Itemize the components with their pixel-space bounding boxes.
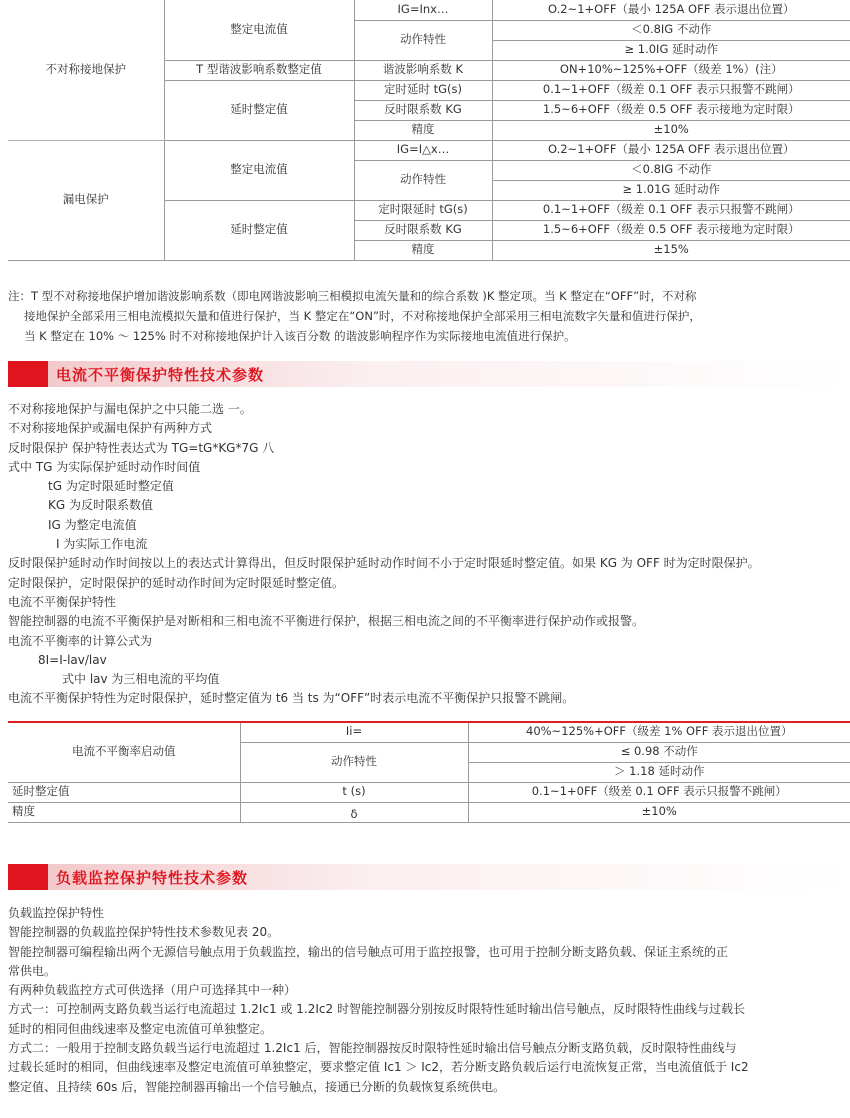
harmonic-setting-label: T 型谐波影响系数整定值 xyxy=(164,60,354,80)
char-value-1: ＜0.8IG 不动作 xyxy=(492,160,850,180)
precision-label: 精度 xyxy=(354,120,492,140)
protection-params-table xyxy=(8,0,850,261)
note-line: 接地保护全部采用三相电流模拟矢量和值进行保护，当 K 整定在“ON”时，不对称接地保护全部采用三相电流数字矢量和值进行保护， xyxy=(24,309,701,323)
setting-current-label: 整定电流值 xyxy=(164,140,354,200)
body-line: IG 为整定电流值 xyxy=(48,517,137,532)
body-line: 智能控制器的电流不平衡保护是对断相和三相电流不平衡进行保护，根据三相电流之间的不平衡率进行保护动作或报警。 xyxy=(8,614,645,629)
definite-delay-label: 定时延时 tG(s) xyxy=(354,80,492,100)
body-line: 过载长延时的相同，但曲线速率及整定电流值可单独整定，要求整定值 Ic1 ＞ Ic2，若分断支路负载后运行电流恢复正常，当电流值低于 Ic2 xyxy=(8,1060,749,1075)
section2-body xyxy=(8,904,850,1097)
precision-value: ±10% xyxy=(468,802,850,822)
delay-setting-label: 延时整定值 xyxy=(164,80,354,140)
leakage-protection-label: 漏电保护 xyxy=(8,140,164,260)
table-note xyxy=(8,286,850,346)
start-value-label: 电流不平衡率启动值 xyxy=(8,722,240,782)
note-line: 当 K 整定在 10% ～ 125% 时不对称接地保护计入该百分数 的谐波影响程序作为实际接地电流值进行保护。 xyxy=(24,329,576,343)
ig-value: O.2~1+OFF（最小 125A OFF 表示退出位置） xyxy=(492,0,850,20)
delay-setting-label: 延时整定值 xyxy=(8,782,240,802)
action-char-label: 动作特性 xyxy=(354,20,492,60)
body-line: 式中 lav 为三相电流的平均值 xyxy=(62,672,220,687)
harmonic-coef-value: ON+10%~125%+OFF（级差 1%）(注） xyxy=(492,60,850,80)
definite-delay-value: 0.1~1+OFF（级差 0.1 OFF 表示只报警不跳闸） xyxy=(492,200,850,220)
body-line: 常供电。 xyxy=(8,963,57,978)
precision-value: ±15% xyxy=(492,240,850,260)
body-line: 负载监控保护特性 xyxy=(8,906,105,920)
char-value-1: ＜0.8IG 不动作 xyxy=(492,20,850,40)
definite-delay-label: 定时限延时 tG(s) xyxy=(354,200,492,220)
body-line: 延时的相同但曲线速率及整定电流值可单独整定。 xyxy=(8,1021,273,1036)
ii-value: 40%~125%+OFF（级差 1% OFF 表示退出位置） xyxy=(468,722,850,742)
section-title: 电流不平衡保护特性技术参数 xyxy=(56,366,265,384)
body-line: 方式二：一般用于控制支路负载当运行电流超过 1.2Ic1 后，智能控制器按反时限特性延时输出信号触点分断支路负载，反时限特性曲线与 xyxy=(8,1041,737,1056)
precision-label: 精度 xyxy=(8,802,240,822)
action-char-label: 动作特性 xyxy=(240,742,468,782)
body-line: 反时限保护延时动作时间按以上的表达式计算得出，但反时限保护延时动作时间不小于定时限延时整定值。如果 KG 为 OFF 时为定时限保护。 xyxy=(8,556,760,571)
body-line: 电流不平衡保护特性 xyxy=(8,594,117,609)
body-line: I 为实际工作电流 xyxy=(56,537,148,552)
inverse-coef-value: 1.5~6+OFF（级差 0.5 OFF 表示接地为定时限） xyxy=(492,100,850,120)
definite-delay-value: 0.1~1+OFF（级差 0.1 OFF 表示只报警不跳闸） xyxy=(492,80,850,100)
precision-symbol: δ xyxy=(240,802,468,822)
body-line: 电流不平衡率的计算公式为 xyxy=(8,633,153,648)
note-line: 注：T 型不对称接地保护增加谐波影响系数（即电网谐波影响三相模拟电流矢量和的综合系数 )K 整定项。当 K 整定在“OFF”时，不对称 xyxy=(8,289,697,303)
formula-line: 8I=I-lav/lav xyxy=(38,652,107,667)
body-line: 有两种负载监控方式可供选择（用户可选择其中一种） xyxy=(8,983,297,998)
char-value-2: ＞ 1.18 延时动作 xyxy=(468,762,850,782)
precision-value: ±10% xyxy=(492,120,850,140)
body-line: 电流不平衡保护特性为定时限保护，延时整定值为 t6 当 ts 为“OFF”时表示电流不平衡保护只报警不跳闸。 xyxy=(8,691,575,706)
setting-current-label: 整定电流值 xyxy=(164,0,354,60)
t-label: t (s) xyxy=(240,782,468,802)
action-char-label: 动作特性 xyxy=(354,160,492,200)
delay-setting-label: 延时整定值 xyxy=(164,200,354,260)
ii-label: Ii= xyxy=(240,722,468,742)
body-line: 方式一：可控制两支路负载当运行电流超过 1.2Ic1 或 1.2Ic2 时智能控制器分别按反时限特性延时输出信号触点，反时限特性曲线与过载长 xyxy=(8,1002,745,1017)
inverse-coef-label: 反时限系数 KG xyxy=(354,220,492,240)
inverse-coef-label: 反时限系数 KG xyxy=(354,100,492,120)
heading-accent-bar xyxy=(8,864,48,890)
body-line: tG 为定时限延时整定值 xyxy=(48,479,174,494)
precision-label: 精度 xyxy=(354,240,492,260)
ground-protection-label: 不对称接地保护 xyxy=(8,0,164,140)
body-line: 智能控制器可编程输出两个无源信号触点用于负载监控，输出的信号触点可用于监控报警，也可用于控制分断支路负载、保证主系统的正 xyxy=(8,944,729,959)
char-value-1: ≤ 0.98 不动作 xyxy=(468,742,850,762)
body-line: 整定值、且持续 60s 后，智能控制器再输出一个信号触点，接通已分断的负载恢复系统供电。 xyxy=(8,1079,506,1094)
section1-body xyxy=(8,400,850,709)
inverse-coef-value: 1.5~6+OFF（级差 0.5 OFF 表示接地为定时限） xyxy=(492,220,850,240)
body-line: 智能控制器的负载监控保护特性技术参数见表 20。 xyxy=(8,925,280,940)
heading-accent-bar xyxy=(8,361,48,387)
char-value-2: ≥ 1.01G 延时动作 xyxy=(492,180,850,200)
section-heading-current-imbalance xyxy=(8,361,850,387)
ig-label: IG=I△x… xyxy=(354,140,492,160)
t-value: 0.1~1+0FF（级差 0.1 OFF 表示只报警不跳闸） xyxy=(468,782,850,802)
section-heading-load-monitoring xyxy=(8,864,850,890)
body-line: 式中 TG 为实际保护延时动作时间值 xyxy=(8,459,201,474)
imbalance-params-table xyxy=(8,721,850,823)
char-value-2: ≥ 1.0IG 延时动作 xyxy=(492,40,850,60)
body-line: 反时限保护 保护特性表达式为 TG=tG*KG*7G 八 xyxy=(8,440,275,455)
ig-label: IG=Inx… xyxy=(354,0,492,20)
body-line: 不对称接地保护或漏电保护有两种方式 xyxy=(8,421,213,436)
body-line: KG 为反时限系数值 xyxy=(48,498,153,513)
section-title: 负载监控保护特性技术参数 xyxy=(56,869,249,887)
body-line: 不对称接地保护与漏电保护之中只能二选 一。 xyxy=(8,402,252,416)
harmonic-coef-label: 谐波影响系数 K xyxy=(354,60,492,80)
ig-value: O.2~1+OFF（最小 125A OFF 表示退出位置） xyxy=(492,140,850,160)
body-line: 定时限保护，定时限保护的延时动作时间为定时限延时整定值。 xyxy=(8,575,345,590)
